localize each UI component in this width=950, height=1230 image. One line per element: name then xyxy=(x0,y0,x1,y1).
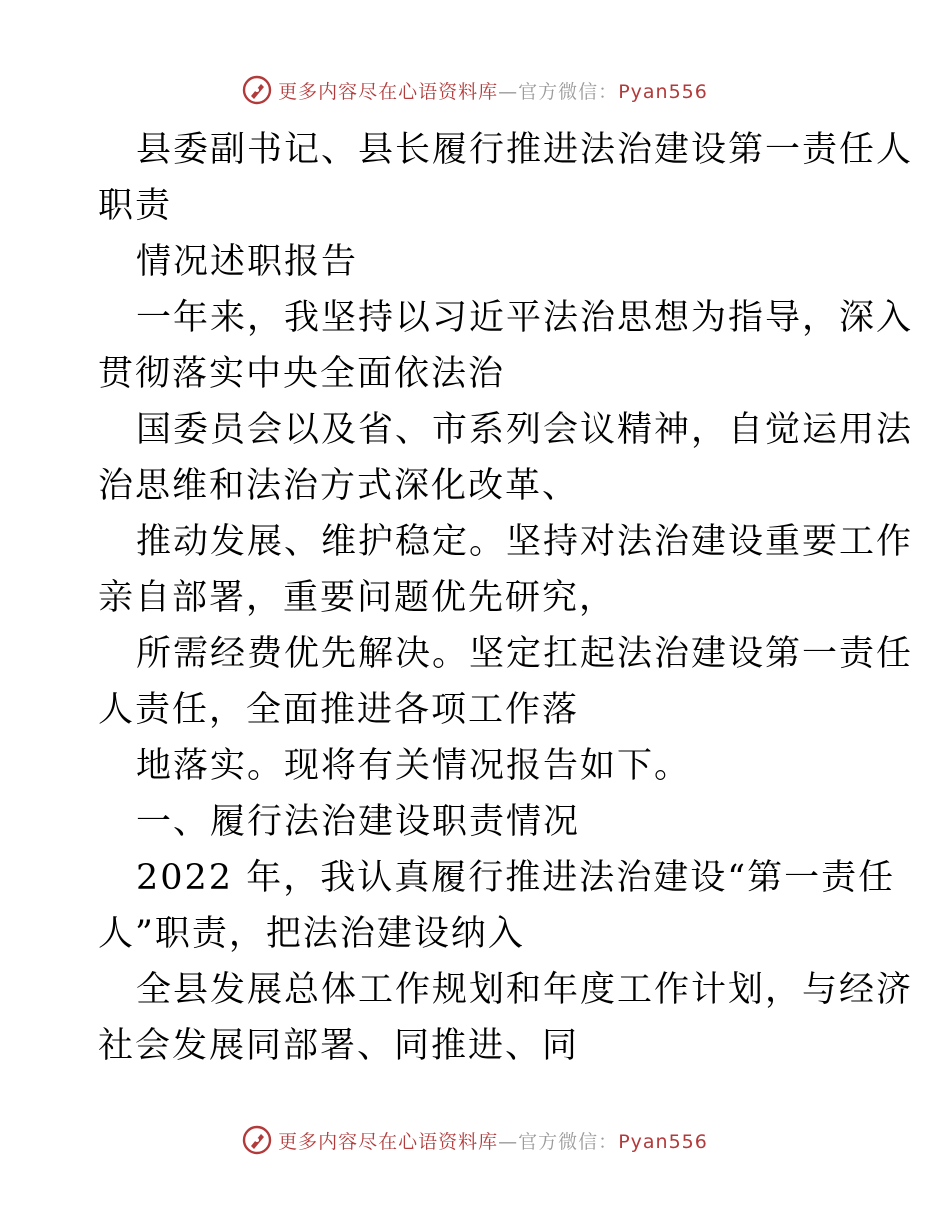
doc-line: 所需经费优先解决。坚定扛起法治建设第一责任 xyxy=(136,634,914,674)
watermark-header xyxy=(0,72,950,108)
watermark-text-part2: —官方微信： xyxy=(498,1130,619,1153)
watermark-footer xyxy=(0,1122,950,1158)
watermark-text xyxy=(278,77,708,104)
doc-line: 人责任，全面推进各项工作落 xyxy=(98,690,580,730)
pen-circle-logo-icon xyxy=(242,1125,272,1155)
watermark-text-part1: 更多内容尽在心语资料库 xyxy=(278,80,499,103)
watermark-text-part1: 更多内容尽在心语资料库 xyxy=(278,1130,499,1153)
watermark-text-part2: —官方微信： xyxy=(498,80,619,103)
doc-line: 贯彻落实中央全面依法治 xyxy=(98,354,506,394)
doc-line: 一、履行法治建设职责情况 xyxy=(136,802,581,842)
doc-line: 治思维和法治方式深化改革、 xyxy=(98,466,580,506)
doc-line: 亲自部署，重要问题优先研究， xyxy=(98,578,617,618)
doc-line: 职责 xyxy=(98,186,173,226)
doc-line: 人”职责，把法治建设纳入 xyxy=(98,914,525,954)
doc-line: 情况述职报告 xyxy=(136,242,359,282)
doc-line: 地落实。现将有关情况报告如下。 xyxy=(136,746,692,786)
doc-line: 全县发展总体工作规划和年度工作计划，与经济 xyxy=(136,970,914,1010)
watermark-text xyxy=(278,1127,708,1154)
watermark-text-part3: Pyan556 xyxy=(618,1130,708,1153)
doc-line: 2022 年，我认真履行推进法治建设“第一责任 xyxy=(136,858,896,898)
doc-line: 推动发展、维护稳定。坚持对法治建设重要工作 xyxy=(136,522,914,562)
doc-line: 国委员会以及省、市系列会议精神，自觉运用法 xyxy=(136,410,914,450)
document-body xyxy=(98,122,914,1074)
doc-line: 县委副书记、县长履行推进法治建设第一责任人 xyxy=(136,130,914,170)
doc-line: 社会发展同部署、同推进、同 xyxy=(98,1026,580,1066)
pen-circle-logo-icon xyxy=(242,75,272,105)
doc-line: 一年来，我坚持以习近平法治思想为指导，深入 xyxy=(136,298,914,338)
watermark-text-part3: Pyan556 xyxy=(618,80,708,103)
